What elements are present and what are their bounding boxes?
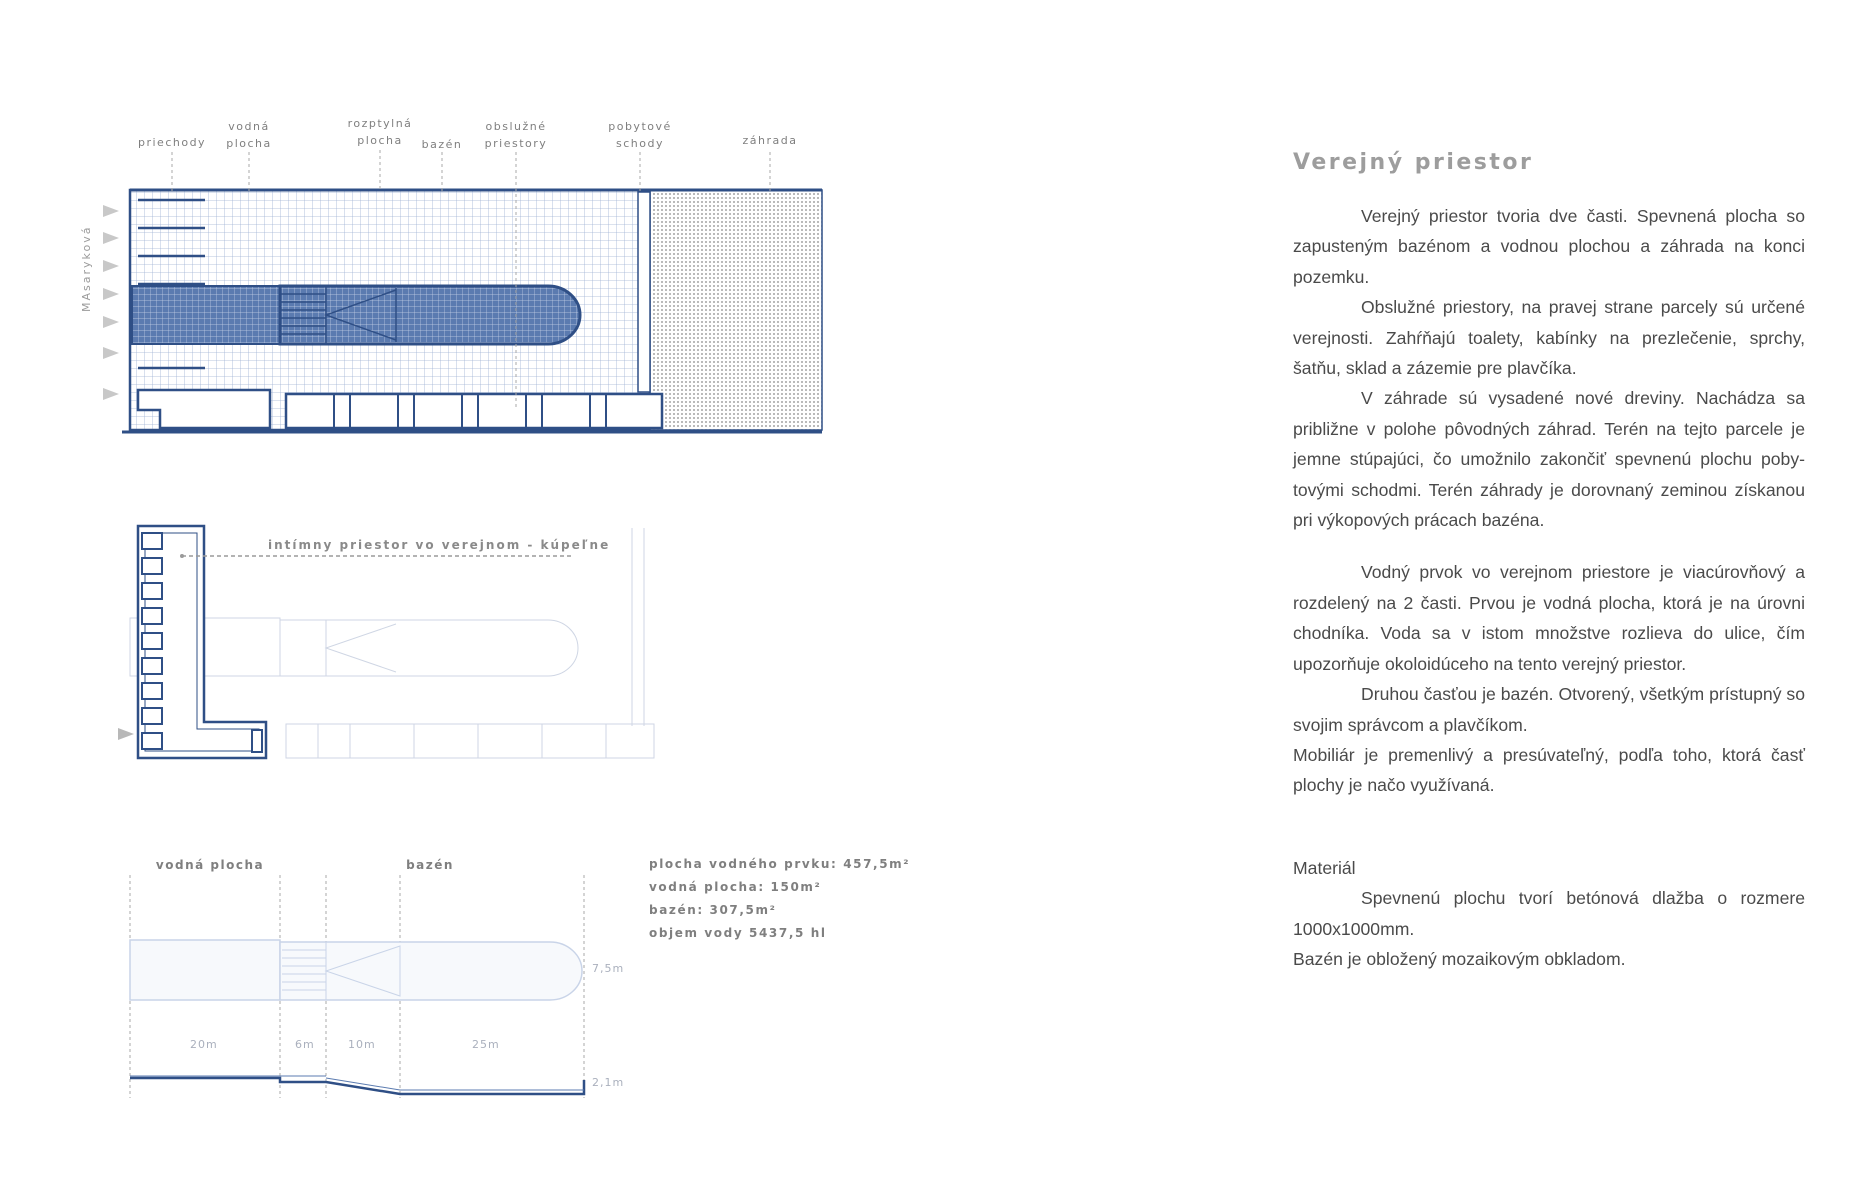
label-bazen: bazén — [421, 138, 463, 151]
pool-section — [130, 875, 584, 1098]
label-obsluzne-priestory: obslužné priestory — [484, 120, 548, 150]
bath-plan — [118, 526, 654, 758]
paragraph-garden: V záhrade sú vysadené nové dreviny. Nachádza sa približne v polohe pôvodných záhrad. Terén na tejto parcele je jemne stúpajúci, čo umožnilo zakončiť spevnenú plochu poby-tovými schodmi. Terén záhrady je dorovnaný zeminou získanou pri výkopových prácach bazéna. — [1293, 388, 1805, 531]
depth-profile — [130, 1078, 584, 1094]
label-kupelne: intímny priestor vo verejnom - kúpeľne — [268, 538, 611, 552]
page-title: Verejný priestor — [1293, 150, 1534, 175]
dim-width: 7,5m — [592, 962, 625, 975]
paragraph-pool: Druhou časťou je bazén. Otvorený, všetkým prístupný so svojim správcom a plavčíkom. — [1293, 684, 1805, 735]
service-block — [138, 390, 662, 428]
stat-total-area: plocha vodného prvku: 457,5m² — [649, 857, 911, 871]
dim-6m: 6m — [295, 1038, 315, 1051]
paragraph-intro: Verejný priestor tvoria dve časti. Spevnená plocha so zapusteným bazénom a vodnou plochou a záhrada na konci pozemku. — [1293, 206, 1805, 287]
garden-area — [650, 190, 822, 430]
stat-water-plane-area: vodná plocha: 150m² — [649, 880, 822, 894]
dim-10m: 10m — [348, 1038, 376, 1051]
section-label-vodna-plocha: vodná plocha — [155, 858, 265, 872]
dim-depth: 2,1m — [592, 1076, 625, 1089]
material-heading: Materiál — [1293, 857, 1356, 878]
label-street: MAsaryková — [80, 225, 93, 312]
seating-steps — [638, 192, 650, 392]
paragraph-services: Obslužné priestory, na pravej strane parcely sú určené verejnosti. Zahŕňajú toalety, kabínky na prezlečenie, sprchy, šatňu, sklad a zázemie pre plavčíka. — [1293, 297, 1805, 379]
paragraph-paving: Spevnenú plochu tvorí betónová dlažba o rozmere 1000x1000mm. — [1293, 888, 1805, 939]
label-zahrada: záhrada — [742, 134, 798, 147]
entry-arrows — [103, 205, 119, 400]
dim-20m: 20m — [190, 1038, 218, 1051]
paragraph-pool-lining: Bazén je obložený mozaikovým obkladom. — [1293, 948, 1626, 969]
section-label-bazen: bazén — [406, 858, 454, 872]
water-plane — [132, 286, 280, 344]
label-vodna-plocha: vodná plocha — [226, 120, 272, 150]
paragraph-furniture: Mobiliár je premenlivý a presúvateľný, podľa toho, ktorá časť plochy je načo využívaná. — [1293, 744, 1805, 796]
text-column — [1293, 150, 1805, 974]
label-rozptylna-plocha: rozptylná plocha — [347, 117, 413, 147]
label-priechody: priechody — [138, 136, 207, 149]
label-pobytove-schody: pobytové schody — [608, 120, 672, 150]
stat-water-volume: objem vody 5437,5 hl — [649, 926, 827, 940]
stat-pool-area: bazén: 307,5m² — [649, 903, 777, 917]
site-plan — [103, 150, 822, 432]
paragraph-water-element: Vodný prvok vo verejnom priestore je viacúrovňový a rozdelený na 2 časti. Prvou je vodná plocha, ktorá je na úrovni chodníka. Voda sa v istom množstve rozlieva do ulice, čím upozorňuje okoloidúceho na tento verejný priestor. — [1293, 562, 1805, 674]
dim-25m: 25m — [472, 1038, 500, 1051]
